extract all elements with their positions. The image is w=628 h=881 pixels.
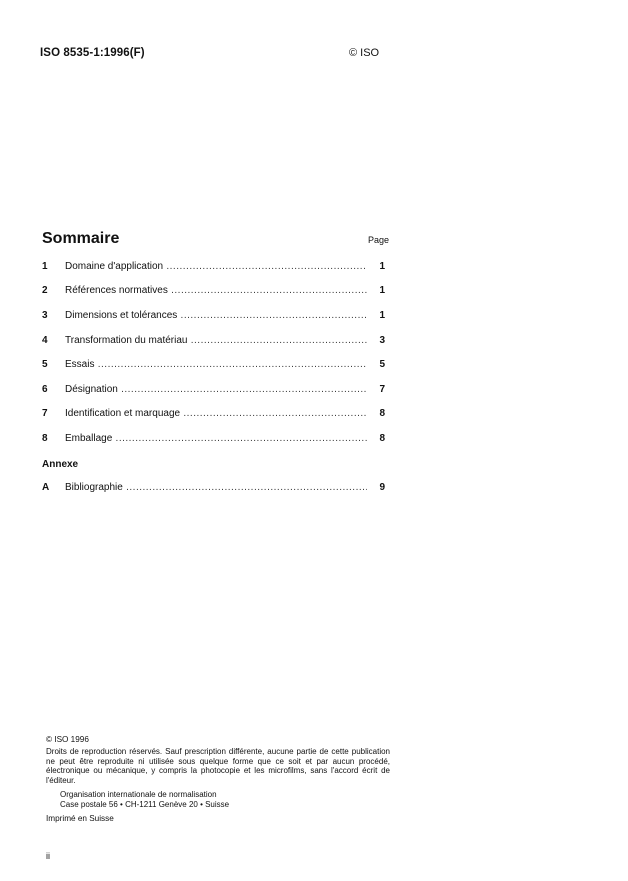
toc-annex-entry[interactable] xyxy=(42,482,385,496)
toc-entry-page: 1 xyxy=(379,310,385,321)
toc-entry-label: Essais ..... xyxy=(65,359,367,370)
toc-entry-label: Désignation ..... xyxy=(65,384,367,395)
annex-heading: Annexe xyxy=(42,459,79,470)
toc-entry-label: Dimensions et tolérances ..... xyxy=(65,310,367,321)
footer-printed-in: Imprimé en Suisse xyxy=(46,814,114,823)
footer-org-name: Organisation internationale de normalisation xyxy=(60,790,217,799)
toc-entry[interactable] xyxy=(42,261,385,275)
footer-rights-notice: Droits de reproduction réservés. Sauf prescription différente, aucune partie de cette publication ne peut être reproduite ni utilisée sous quelque forme que ce soit et par aucun procédé, électronique ou mécanique, y compris la photocopie et les microfilms, sans l'accord écrit de l'éditeur. xyxy=(46,747,390,785)
toc-entry[interactable] xyxy=(42,359,385,373)
toc-entry-page: 9 xyxy=(379,482,385,493)
toc-entry-label: Références normatives ..... xyxy=(65,285,367,296)
toc-entry-number: 8 xyxy=(42,433,48,444)
page-number: ii xyxy=(46,851,50,861)
toc-entry-number: A xyxy=(42,482,50,493)
toc-entry[interactable] xyxy=(42,285,385,299)
toc-entry-number: 5 xyxy=(42,359,48,370)
footer-copyright-year: © ISO 1996 xyxy=(46,735,89,744)
toc-entry[interactable] xyxy=(42,408,385,422)
toc-entry-page: 3 xyxy=(379,335,385,346)
toc-title: Sommaire xyxy=(42,230,120,247)
toc-entry[interactable] xyxy=(42,310,385,324)
footer-organization xyxy=(60,790,229,809)
toc-entry-label: Identification et marquage ..... xyxy=(65,408,367,419)
toc-entry-label: Bibliographie ..... xyxy=(65,482,367,493)
toc-page-column-label: Page xyxy=(368,235,390,245)
header-copyright: © ISO xyxy=(349,47,380,59)
toc-entry-number: 2 xyxy=(42,285,48,296)
toc-entry-page: 8 xyxy=(379,433,385,444)
toc-entry-label: Transformation du matériau ..... xyxy=(65,335,367,346)
toc-entry-page: 1 xyxy=(379,261,385,272)
toc-entry-page: 5 xyxy=(379,359,385,370)
toc-entry-number: 1 xyxy=(42,261,48,272)
toc-entry-page: 8 xyxy=(379,408,385,419)
document-standard-id: ISO 8535-1:1996(F) xyxy=(40,47,145,59)
toc-entry[interactable] xyxy=(42,433,385,447)
footer-org-address: Case postale 56 • CH-1211 Genève 20 • Suisse xyxy=(60,799,230,809)
toc-entry-page: 1 xyxy=(379,285,385,296)
toc-entry-label: Emballage ..... xyxy=(65,433,367,444)
toc-entry[interactable] xyxy=(42,335,385,349)
toc-entry-number: 3 xyxy=(42,310,48,321)
toc-entry[interactable] xyxy=(42,384,385,398)
toc-entry-number: 7 xyxy=(42,408,48,419)
toc-entry-label: Domaine d'application ..... xyxy=(65,261,367,272)
toc-entry-number: 4 xyxy=(42,335,48,346)
toc-entry-page: 7 xyxy=(379,384,385,395)
toc-entry-number: 6 xyxy=(42,384,48,395)
